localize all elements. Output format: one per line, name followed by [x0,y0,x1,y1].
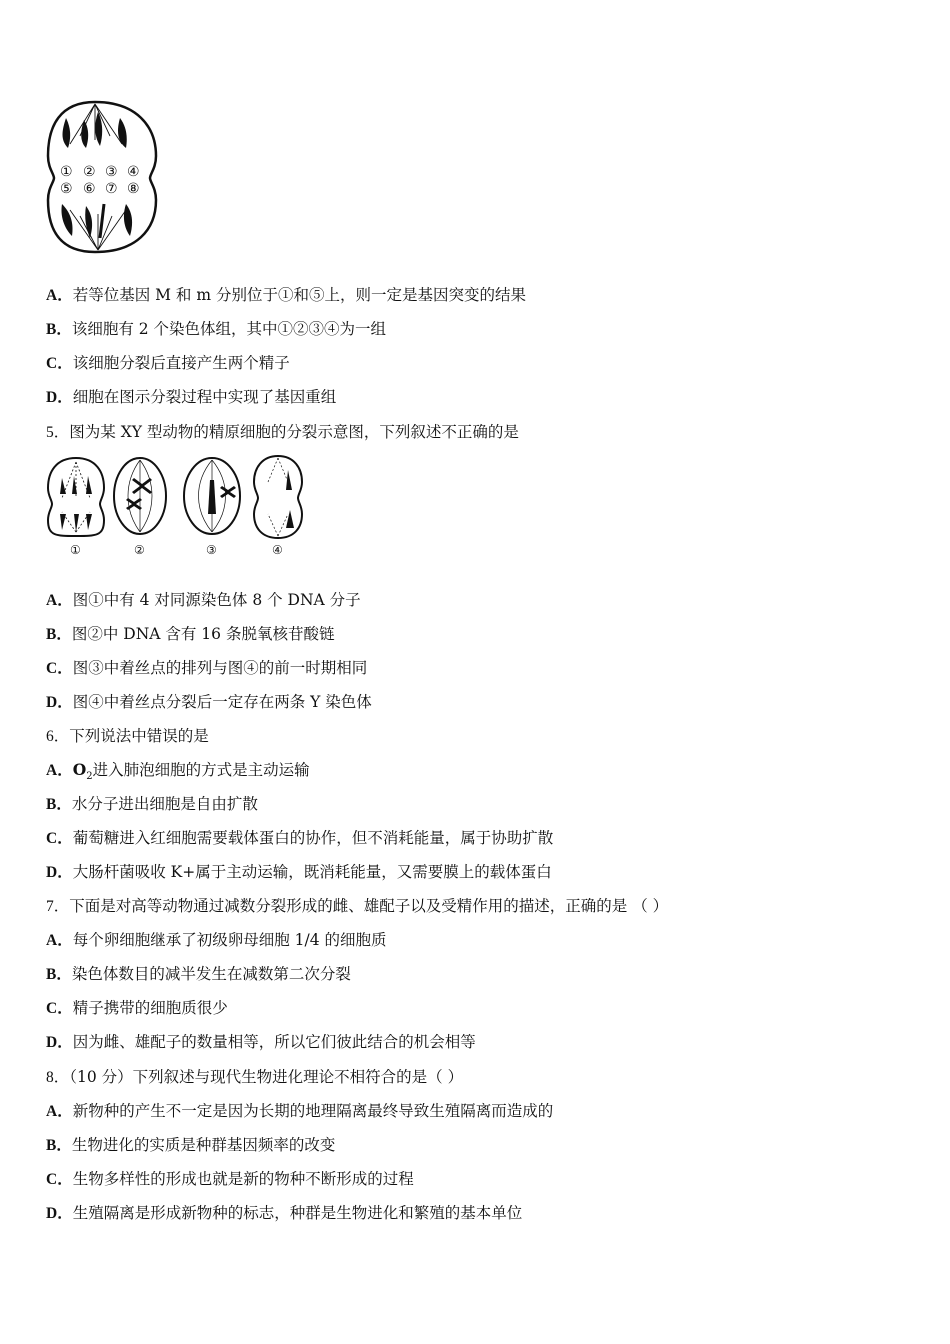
q5-option-b: B．图②中 DNA 含有 16 条脱氧核苷酸链 [46,625,335,643]
q6-option-b: B．水分子进出细胞是自由扩散 [46,795,258,813]
q5-option-a: A．图①中有 4 对同源染色体 8 个 DNA 分子 [46,591,361,609]
cell-figure-2 [114,458,166,534]
circle-label: ④ [127,164,140,180]
q8-stem: 8．（10 分）下列叙述与现代生物进化理论不相符合的是（ ） [46,1068,464,1086]
q5-cell-figures [40,452,310,560]
figure-label: ③ [206,543,217,557]
q7-option-b: B．染色体数目的减半发生在减数第二次分裂 [46,965,351,983]
q4-option-c: C．该细胞分裂后直接产生两个精子 [46,354,290,372]
q6-option-d: D．大肠杆菌吸收 K+属于主动运输，既消耗能量，又需要膜上的载体蛋白 [46,863,552,881]
q6-option-a: A．$O_2$进入肺泡细胞的方式是主动运输 [46,760,310,783]
q6-option-c: C．葡萄糖进入红细胞需要载体蛋白的协作，但不消耗能量，属于协助扩散 [46,829,554,847]
q5-option-d: D．图④中着丝点分裂后一定存在两条 Y 染色体 [46,693,372,711]
q5-option-c: C．图③中着丝点的排列与图④的前一时期相同 [46,659,368,677]
circle-label: ⑧ [127,181,140,197]
q7-option-c: C．精子携带的细胞质很少 [46,999,228,1017]
q4-option-d: D．细胞在图示分裂过程中实现了基因重组 [46,388,337,406]
circle-label: ⑦ [105,181,118,197]
figure-label: ④ [272,543,283,557]
q6-stem: 6．下列说法中错误的是 [46,727,209,745]
q7-stem: 7．下面是对高等动物通过减数分裂形成的雌、雄配子以及受精作用的描述，正确的是 （ ） [46,897,669,915]
q4-cell-figure [40,96,165,258]
q7-option-d: D．因为雌、雄配子的数量相等，所以它们彼此结合的机会相等 [46,1033,476,1051]
circle-label: ② [83,164,96,180]
figure-label: ② [134,543,145,557]
figure-label: ① [70,543,81,557]
q8-option-a: A．新物种的产生不一定是因为长期的地理隔离最终导致生殖隔离而造成的 [46,1102,554,1120]
circle-label: ⑤ [60,181,73,197]
q4-option-a: A．若等位基因 M 和 m 分别位于①和⑤上，则一定是基因突变的结果 [46,286,526,304]
cell-figure-4 [254,456,302,538]
q8-option-c: C．生物多样性的形成也就是新的物种不断形成的过程 [46,1170,414,1188]
circle-label: ① [60,164,73,180]
circle-label: ⑥ [83,181,96,197]
q7-option-a: A．每个卵细胞继承了初级卵母细胞 1/4 的细胞质 [46,931,387,949]
q8-option-b: B．生物进化的实质是种群基因频率的改变 [46,1136,336,1154]
q5-stem: 5．图为某 XY 型动物的精原细胞的分裂示意图，下列叙述不正确的是 [46,423,519,441]
q8-option-d: D．生殖隔离是形成新物种的标志，种群是生物进化和繁殖的基本单位 [46,1204,523,1222]
q4-option-b: B．该细胞有 2 个染色体组，其中①②③④为一组 [46,320,387,338]
circle-label: ③ [105,164,118,180]
